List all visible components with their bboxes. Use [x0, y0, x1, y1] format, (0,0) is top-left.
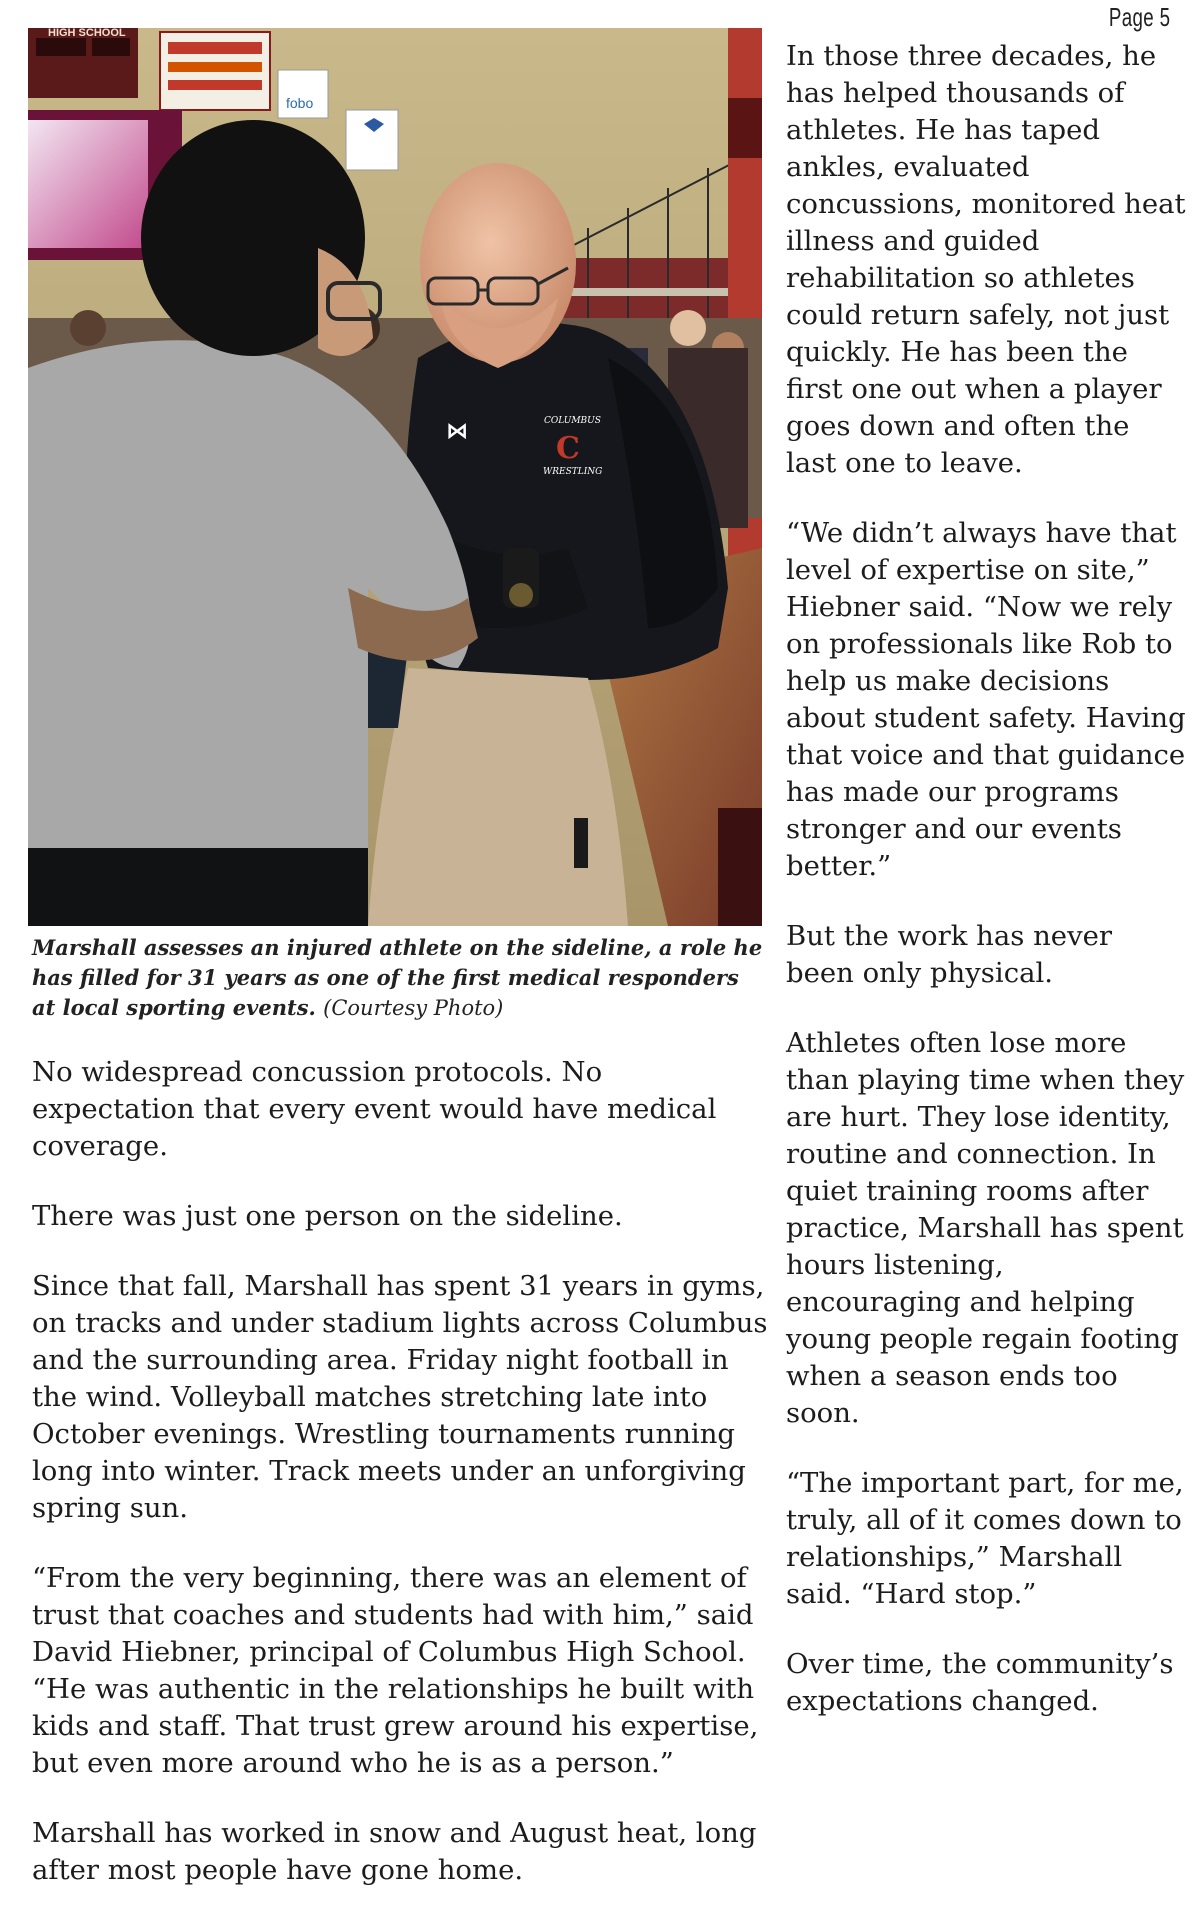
scoreboard-banner-text: HIGH SCHOOL — [48, 28, 126, 39]
paragraph: Over time, the community’s expectations changed. — [786, 1648, 1174, 1717]
paragraph: Athletes often lose more than playing time when they are hurt. They lose identity, routine and connection. In quiet training rooms after practice, Marshall has spent hours listening, encouraging and helping young people regain footing when a season ends too soon. — [786, 1027, 1185, 1429]
gym-sideline-photo — [28, 28, 762, 926]
paragraph: No widespread concussion protocols. No expectation that every event would have medical coverage. — [32, 1056, 717, 1162]
paragraph: “From the very beginning, there was an element of trust that coaches and students had with him,” said David Hiebner, principal of Columbus High School. “He was authentic in the relationships he built with kids and staff. That trust grew around his expertise, but even more around who he is as a person.” — [32, 1562, 759, 1779]
paragraph: There was just one person on the sideline. — [32, 1200, 623, 1232]
article-photo — [28, 28, 762, 926]
fobo-sign-text: fobo — [286, 95, 314, 111]
page-number: Page 5 — [1108, 2, 1170, 32]
paragraph: But the work has never been only physical. — [786, 920, 1113, 989]
caption-text: Marshall assesses an injured athlete on the sideline, a role he has filled for 31 years as one of the first medical responders at local sporting events. — [32, 935, 763, 1020]
paragraph: In those three decades, he has helped thousands of athletes. He has taped ankles, evaluated concussions, monitored heat illness and guided rehabilitation so athletes could return safely, not just quickly. He has been the first one out when a player goes down and often the last one to leave. — [786, 40, 1186, 479]
caption-credit: (Courtesy Photo) — [323, 996, 504, 1020]
photo-caption — [32, 933, 767, 1023]
article-left-column — [32, 1054, 772, 1922]
article-right-column — [786, 38, 1186, 1753]
shirt-text-top: COLUMBUS — [544, 416, 601, 426]
shirt-text-bottom: WRESTLING — [543, 467, 603, 477]
shirt-logo-letter: C — [556, 431, 580, 466]
paragraph: “We didn’t always have that level of expertise on site,” Hiebner said. “Now we rely on professionals like Rob to help us make decisions about student safety. Having that voice and that guidance has made our programs stronger and our events better.” — [786, 517, 1186, 882]
paragraph: Since that fall, Marshall has spent 31 years in gyms, on tracks and under stadium lights across Columbus and the surrounding area. Friday night football in the wind. Volleyball matches stretching late into October evenings. Wrestling tournaments running long into winter. Track meets under an unforgiving spring sun. — [32, 1270, 768, 1524]
paragraph: “The important part, for me, truly, all of it comes down to relationships,” Marshall said. “Hard stop.” — [786, 1467, 1184, 1610]
svg-text:⋈: ⋈ — [446, 419, 468, 444]
paragraph: Marshall has worked in snow and August heat, long after most people have gone home. — [32, 1817, 757, 1886]
